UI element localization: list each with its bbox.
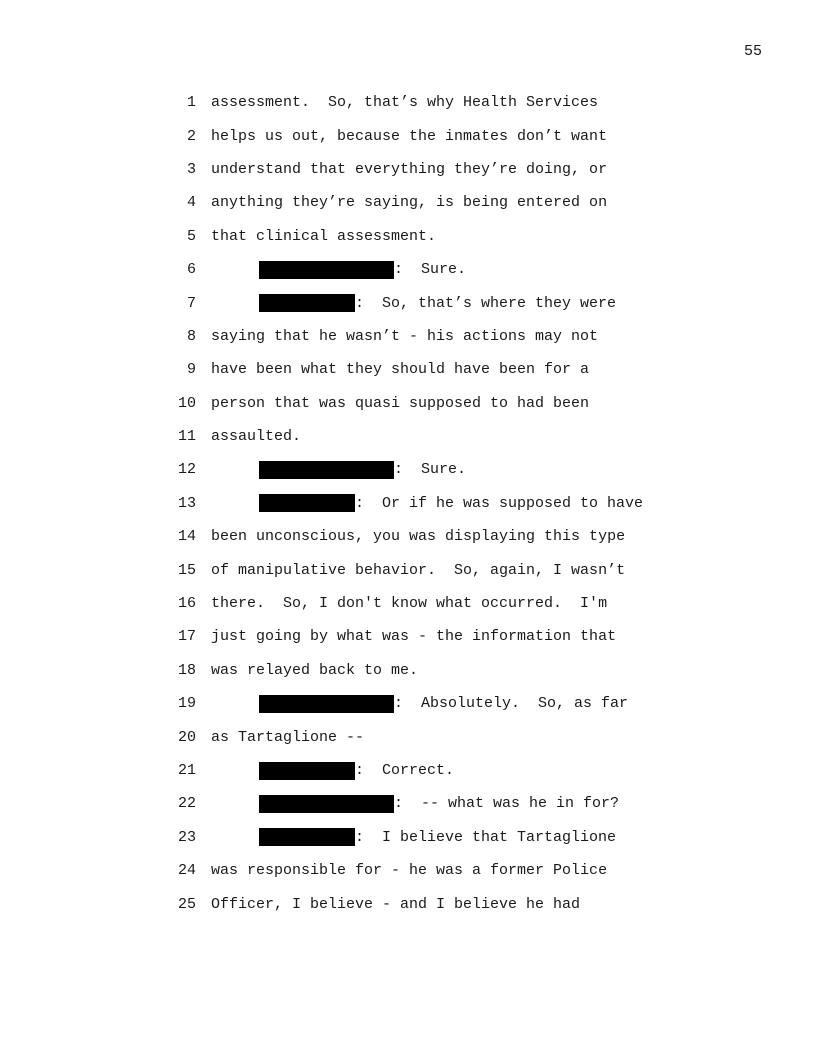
transcript-line	[150, 887, 710, 920]
transcript-line	[150, 220, 710, 253]
line-text: understand that everything they’re doing, or	[211, 160, 608, 178]
transcript-line	[150, 86, 710, 119]
line-number: 13	[177, 494, 196, 512]
line-text: : I believe that Tartaglione	[355, 828, 617, 846]
speaker-redaction	[259, 695, 394, 713]
line-number: 23	[177, 828, 196, 846]
line-number: 9	[186, 361, 196, 379]
line-text: : -- what was he in for?	[394, 795, 620, 813]
line-number: 19	[177, 695, 196, 713]
transcript-line	[150, 587, 710, 620]
speaker-redaction	[259, 762, 355, 780]
line-number: 7	[186, 294, 196, 312]
line-number: 11	[177, 428, 196, 446]
speaker-redaction	[259, 494, 355, 512]
transcript-line	[150, 787, 710, 820]
line-text: : Sure.	[394, 261, 467, 279]
line-number: 3	[186, 160, 196, 178]
speaker-redaction	[259, 461, 394, 479]
line-text: just going by what was - the information that	[211, 628, 617, 646]
line-number: 18	[177, 661, 196, 679]
transcript-line	[150, 520, 710, 553]
line-text: anything they’re saying, is being entered on	[211, 194, 608, 212]
transcript-line	[150, 754, 710, 787]
transcript-line	[150, 387, 710, 420]
page-number: 55	[743, 43, 762, 60]
line-number: 4	[186, 194, 196, 212]
line-number: 6	[186, 261, 196, 279]
line-text: person that was quasi supposed to had been	[211, 394, 590, 412]
transcript-line	[150, 286, 710, 319]
line-text: assessment. So, that’s why Health Services	[211, 94, 599, 112]
line-number: 2	[186, 127, 196, 145]
transcript-line	[150, 320, 710, 353]
line-number: 14	[177, 528, 196, 546]
line-text: was relayed back to me.	[211, 661, 419, 679]
line-number: 24	[177, 862, 196, 880]
transcript-line	[150, 654, 710, 687]
line-number: 25	[177, 895, 196, 913]
transcript-body	[150, 86, 710, 921]
line-text: : Correct.	[355, 762, 455, 779]
transcript-line	[150, 553, 710, 586]
line-text: Officer, I believe - and I believe he had	[211, 895, 581, 913]
transcript-line	[150, 487, 710, 520]
line-number: 1	[186, 94, 196, 112]
transcript-line	[150, 420, 710, 453]
line-number: 15	[177, 561, 196, 579]
line-text: was responsible for - he was a former Police	[211, 862, 608, 880]
line-text: that clinical assessment.	[211, 227, 437, 245]
speaker-redaction	[259, 795, 394, 813]
transcript-line	[150, 453, 710, 486]
line-text: helps us out, because the inmates don’t want	[211, 127, 608, 145]
transcript-line	[150, 119, 710, 152]
line-text: assaulted.	[211, 428, 302, 446]
line-text: have been what they should have been for a	[211, 361, 590, 379]
line-number: 20	[177, 728, 196, 746]
speaker-redaction	[259, 261, 394, 279]
line-number: 10	[177, 394, 196, 412]
line-text: there. So, I don't know what occurred. I'm	[211, 595, 608, 613]
transcript-line	[150, 687, 710, 720]
transcript-line	[150, 854, 710, 887]
line-number: 8	[186, 327, 196, 345]
line-text: saying that he wasn’t - his actions may not	[211, 327, 599, 345]
transcript-line	[150, 253, 710, 286]
line-text: been unconscious, you was displaying this type	[211, 528, 626, 546]
speaker-redaction	[259, 294, 355, 312]
transcript-line	[150, 153, 710, 186]
line-text: as Tartaglione --	[211, 728, 365, 746]
line-text: : Absolutely. So, as far	[394, 695, 629, 713]
line-text: of manipulative behavior. So, again, I wasn’t	[211, 561, 626, 579]
line-text: : Or if he was supposed to have	[355, 494, 644, 512]
transcript-line	[150, 353, 710, 386]
line-text: : So, that’s where they were	[355, 294, 617, 312]
transcript-line	[150, 620, 710, 653]
transcript-line	[150, 720, 710, 753]
line-number: 12	[177, 461, 196, 479]
line-number: 16	[177, 595, 196, 613]
line-number: 21	[177, 762, 196, 779]
line-number: 5	[186, 227, 196, 245]
transcript-line	[150, 821, 710, 854]
line-text: : Sure.	[394, 461, 467, 479]
speaker-redaction	[259, 828, 355, 846]
line-number: 17	[177, 628, 196, 646]
transcript-line	[150, 186, 710, 219]
line-number: 22	[177, 795, 196, 813]
